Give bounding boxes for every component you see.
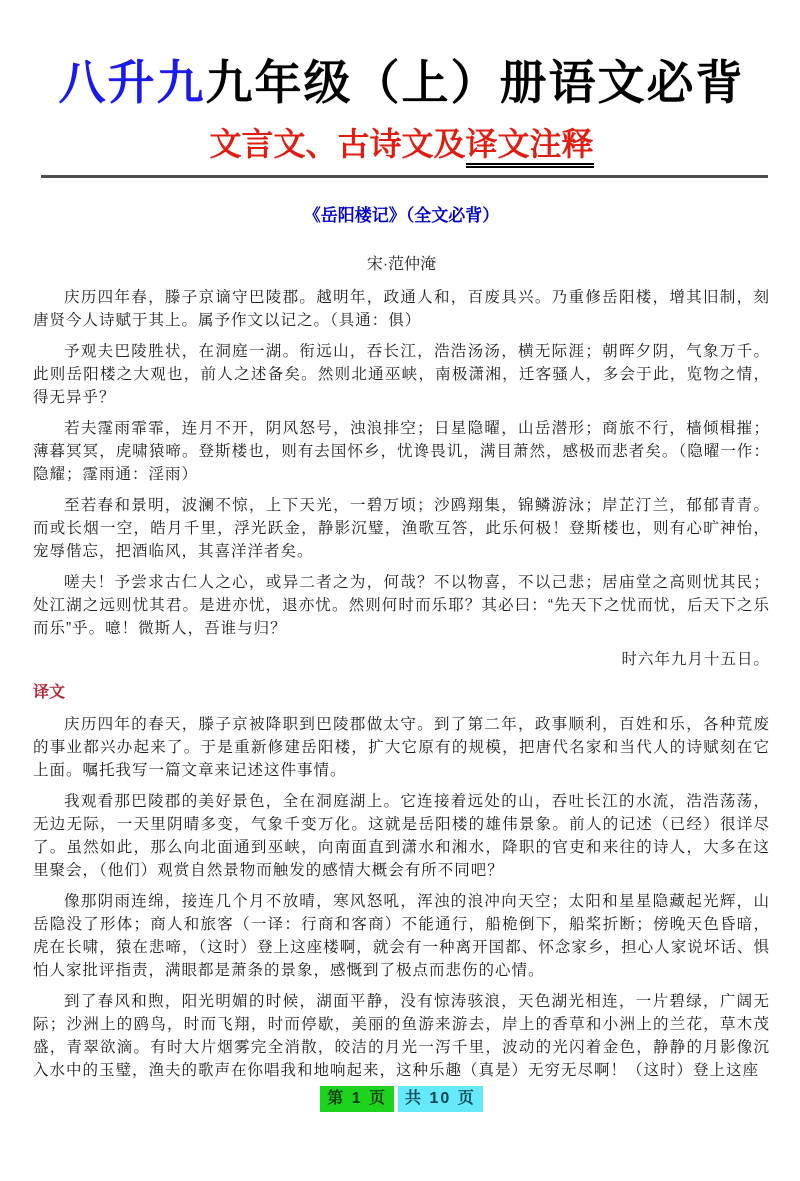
translation-paragraph-3: 像那阴雨连绵，接连几个月不放晴，寒风怒吼，浑浊的浪冲向天空；太阳和星星隐藏起光辉，山岳隐没了形体；商人和旅客（一译：行商和客商）不能通行，船桅倒下，船桨折断；傍晚天色昏暗，虎在长啸，猿在悲啼，（这时）登上这座楼啊，就会有一种离开国都、怀念家乡，担心人家说坏话、惧怕人家批评指责，满眼都是萧条的景象，感慨到了极点而悲伤的心情。: [33, 892, 770, 979]
page-title-black-part: 九年级（上）册语文必背: [205, 56, 745, 109]
total-pages-badge: 共 10 页: [398, 1086, 483, 1112]
current-page-badge: 第 1 页: [320, 1086, 394, 1112]
translation-paragraph-1: 庆历四年的春天，滕子京被降职到巴陵郡做太守。到了第二年，政事顺利，百姓和乐，各种荒废的事业都兴办起来了。于是重新修建岳阳楼，扩大它原有的规模，把唐代名家和当代人的诗赋刻在它上面。嘱托我写一篇文章来记述这件事情。: [33, 715, 770, 779]
classical-paragraph-1: 庆历四年春，滕子京谪守巴陵郡。越明年，政通人和，百废具兴。乃重修岳阳楼，增其旧制，刻唐贤今人诗赋于其上。属予作文以记之。（具通：俱）: [33, 288, 770, 329]
classical-paragraph-4: 至若春和景明，波澜不惊，上下天光，一碧万顷；沙鸥翔集，锦鳞游泳；岸芷汀兰，郁郁青青。而或长烟一空，皓月千里，浮光跃金，静影沉璧，渔歌互答，此乐何极！登斯楼也，则有心旷神怡，宠辱偕忘，把酒临风，其喜洋洋者矣。: [33, 496, 770, 560]
page-subtitle-underlined: 译文注释: [466, 126, 594, 168]
work-title: 《岳阳楼记》（全文必背）: [303, 205, 500, 225]
classical-paragraph-2: 予观夫巴陵胜状，在洞庭一湖。衔远山，吞长江，浩浩汤汤，横无际涯；朝晖夕阴，气象万千。此则岳阳楼之大观也，前人之述备矣。然则北通巫峡，南极潇湘，迁客骚人，多会于此，览物之情，得无异乎？: [33, 342, 770, 406]
date-line: 时六年九月十五日。: [621, 650, 770, 668]
page-footer: [33, 1086, 770, 1112]
translation-paragraph-4: 到了春风和煦，阳光明媚的时候，湖面平静，没有惊涛骇浪，天色湖光相连，一片碧绿，广阔无际；沙洲上的鸥鸟，时而飞翔，时而停歇，美丽的鱼游来游去，岸上的香草和小洲上的兰花，草木茂盛，青翠欲滴。有时大片烟雾完全消散，皎洁的月光一泻千里，波动的光闪着金色，静静的月影像沉入水中的玉璧，渔夫的歌声在你唱我和地响起来，这种乐趣（真是）无穷无尽啊！（这时）登上这座: [33, 992, 770, 1079]
classical-paragraph-5: 嗟夫！予尝求古仁人之心，或异二者之为，何哉？不以物喜，不以己悲；居庙堂之高则忧其民；处江湖之远则忧其君。是进亦忧，退亦忧。然则何时而乐耶？其必曰：“先天下之忧而忧，后天下之乐而乐”乎。噫！微斯人，吾谁与归？: [33, 573, 770, 637]
author-line: 宋·范仲淹: [366, 255, 437, 273]
document-page: [0, 50, 800, 1181]
translation-paragraph-2: 我观看那巴陵郡的美好景色，全在洞庭湖上。它连接着远处的山，吞吐长江的水流，浩浩荡荡，无边无际，一天里阴晴多变，气象千变万化。这就是岳阳楼的雄伟景象。前人的记述（已经）很详尽了。虽然如此，那么向北面通到巫峡，向南面直到潇水和湘水，降职的官吏和来往的诗人，大多在这里聚会，（他们）观赏自然景物而触发的感情大概会有所不同吧？: [33, 792, 770, 879]
classical-paragraph-3: 若夫霪雨霏霏，连月不开，阴风怒号，浊浪排空；日星隐曜，山岳潜形；商旅不行，樯倾楫摧；薄暮冥冥，虎啸猿啼。登斯楼也，则有去国怀乡，忧谗畏讥，满目萧然，感极而悲者矣。（隐曜一作：隐耀；霪雨通：淫雨）: [33, 419, 770, 483]
divider-line: [41, 175, 768, 178]
translation-section-header: 译文: [33, 683, 66, 701]
page-title: [33, 50, 770, 117]
page-subtitle-lead: 文言文、古诗文及: [209, 125, 466, 162]
page-subtitle: [33, 123, 770, 165]
page-title-blue-part: 八升九: [58, 56, 206, 109]
